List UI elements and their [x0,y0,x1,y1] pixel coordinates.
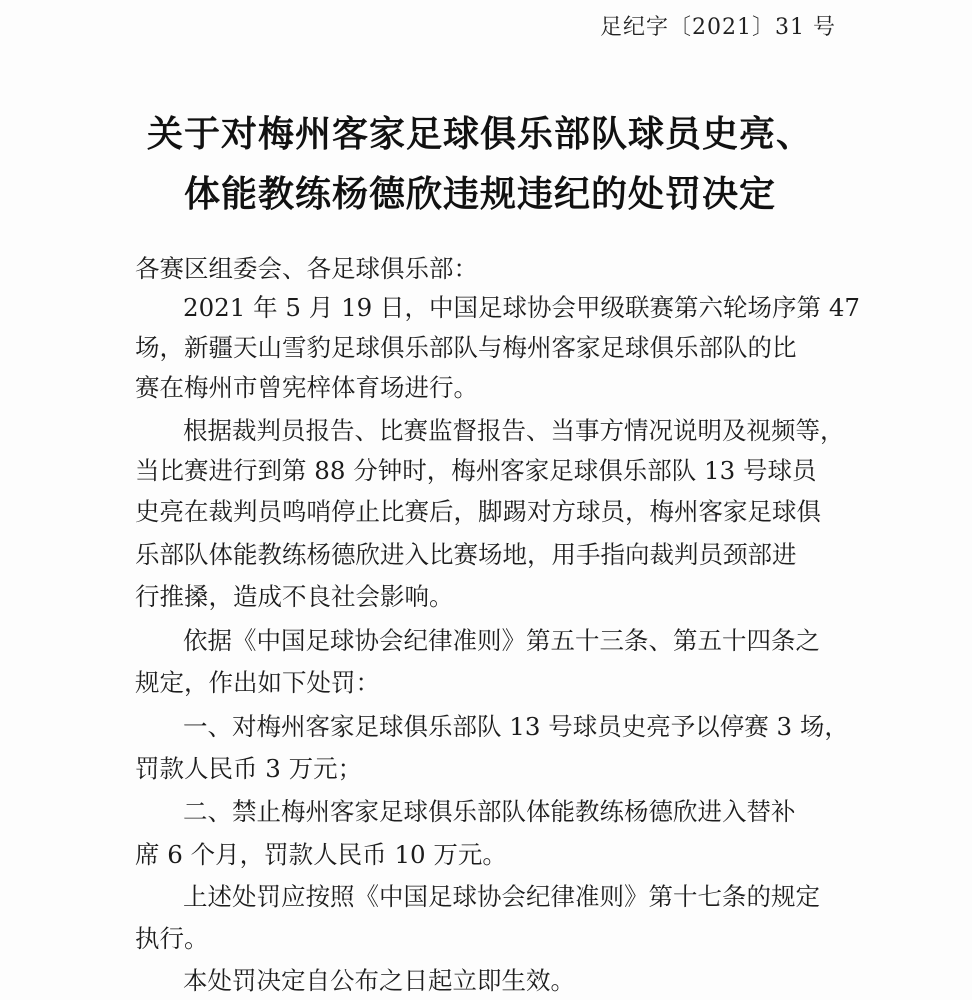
body-line: 根据裁判员报告、比赛监督报告、当事方情况说明及视频等， [183,416,845,445]
body-line: 场，新疆天山雪豹足球俱乐部队与梅州客家足球俱乐部队的比 [135,333,797,362]
body-line: 行推搡，造成不良社会影响。 [135,582,454,611]
document-title-line-1: 关于对梅州客家足球俱乐部队球员史亮、 [146,113,813,155]
body-line: 一、对梅州客家足球俱乐部队 13 号球员史亮予以停赛 3 场， [183,712,849,741]
body-line: 乐部队体能教练杨德欣进入比赛场地，用手指向裁判员颈部进 [135,540,797,569]
body-line: 规定，作出如下处罚： [135,668,380,697]
salutation: 各赛区组委会、各足球俱乐部： [135,254,478,283]
body-line: 本处罚决定自公布之日起立即生效。 [183,966,575,995]
body-line: 赛在梅州市曾宪梓体育场进行。 [135,373,478,402]
document-number: 足纪字〔2021〕31 号 [600,15,836,40]
body-line: 执行。 [135,924,209,953]
document-title-line-2: 体能教练杨德欣违规违纪的处罚决定 [183,173,776,215]
body-line: 依据《中国足球协会纪律准则》第五十三条、第五十四条之 [183,626,820,655]
body-line: 席 6 个月，罚款人民币 10 万元。 [135,840,507,869]
body-line: 罚款人民币 3 万元； [135,754,363,783]
body-line: 上述处罚应按照《中国足球协会纪律准则》第十七条的规定 [183,882,820,911]
body-line: 二、禁止梅州客家足球俱乐部队体能教练杨德欣进入替补 [183,797,796,826]
body-line: 2021 年 5 月 19 日，中国足球协会甲级联赛第六轮场序第 47 [183,293,861,322]
body-line: 史亮在裁判员鸣哨停止比赛后，脚踢对方球员，梅州客家足球俱 [135,497,821,526]
body-line: 当比赛进行到第 88 分钟时，梅州客家足球俱乐部队 13 号球员 [135,456,817,485]
